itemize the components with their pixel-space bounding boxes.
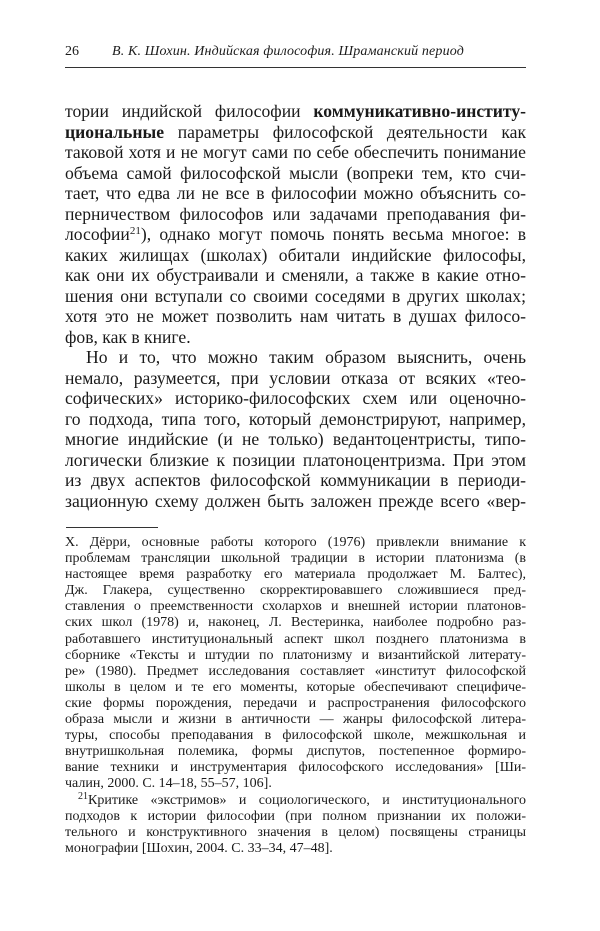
text-line: многие индийские (и не только) ведантоцентристы, типо- — [65, 429, 526, 449]
footnote-line: вание техники и инструментария философского исследования» [Ши- — [65, 760, 526, 776]
bold-term: коммуникативно-институ- — [313, 101, 526, 121]
footnote-marker: 21 — [78, 790, 88, 802]
footnote-line: работавшего институциональный аспект школ позднего платонизма в — [65, 631, 526, 647]
text-run: лософии — [65, 224, 130, 244]
text-line: перничеством философов или задачами преподавания фи- — [65, 203, 526, 224]
footnote-line: Дж. Глакера, существенно скорректировавшего сложившиеся пред- — [65, 583, 526, 599]
footnote-continued — [65, 535, 526, 793]
text-line — [65, 101, 526, 122]
footnote-line: ских школ (1978) и, наконец, Л. Вестеринка, наиболее подробно раз- — [65, 615, 526, 631]
footnotes — [65, 535, 526, 857]
footnote-line: внутришкольная полемика, формы диспутов, постепенное формиро- — [65, 744, 526, 760]
text-line: го подхода, типа того, который демонстрируют, например, — [65, 408, 526, 429]
text-line: немало, разумеется, при условии отказа от всяких «тео- — [65, 367, 526, 388]
text-line: тает, что едва ли не все в философии можно объяснить со- — [65, 183, 526, 203]
text-run: параметры философской деятельности как — [164, 121, 526, 142]
text-line: как они их обустраивали и сменяли, а также в какие отно- — [65, 265, 526, 285]
text-run: Критике «экстримов» и социологического, и институционального — [88, 792, 526, 808]
footnote-line: настоящее время разработку его материала продолжает М. Балтес), — [65, 567, 526, 583]
book-page — [65, 0, 526, 931]
running-head — [65, 42, 526, 62]
footnote-21 — [65, 790, 526, 857]
paragraph — [65, 347, 526, 511]
footnote-line: тельного и конструктивного значения в целом) посвящены страницы — [65, 824, 526, 840]
footnote-line: ставления о преемственности схолархов и внешней истории платонов- — [65, 599, 526, 615]
text-line: фов, как в книге. — [65, 326, 191, 347]
text-line — [65, 122, 526, 143]
footnote-line: образа мысли и жизни в античности — жанры философской литера- — [65, 712, 526, 728]
bold-term: циональные — [65, 121, 165, 142]
footnote-separator — [66, 527, 158, 528]
text-line: из двух аспектов философской коммуникации в периоди- — [65, 470, 526, 490]
footnote-line: школы в целом и те его моменты, которые обеспечивают специфиче- — [65, 679, 526, 695]
paragraph — [65, 101, 526, 347]
main-text — [65, 101, 526, 511]
footnote-line — [65, 790, 526, 809]
text-line: софических» историко-философских схем или оценочно- — [65, 388, 526, 408]
page-number: 26 — [65, 44, 79, 59]
text-line: каких жилищах (школах) обитали индийские философы, — [65, 244, 526, 265]
footnote-reference[interactable]: 21 — [129, 225, 141, 237]
text-run: тории индийской философии — [65, 101, 314, 121]
text-line: Но и то, что можно таким образом выяснить, очень — [86, 347, 526, 367]
footnote-line: монографии [Шохин, 2004. С. 33–34, 47–48]. — [65, 840, 333, 856]
text-line: таковой хотя и не могут сами по себе обеспечить понимание — [65, 142, 526, 162]
footnote-line: проблемам трансляции школьной традиции в истории платонизма (в — [65, 551, 526, 567]
text-line: объема самой философской мысли (вопреки тем, кто счи- — [65, 162, 526, 183]
text-line — [65, 224, 526, 245]
text-line: хотя это не может позволить нам читать в душах филосо- — [65, 306, 526, 326]
text-line: зационную схему должен быть заложен прежде всего «вер- — [65, 490, 526, 511]
footnote-line: ские формы порождения, передачи и распространения философского — [65, 695, 526, 711]
footnote-line: Х. Дёрри, основные работы которого (1976) привлекли внимание к — [65, 535, 526, 550]
header-rule — [65, 67, 526, 68]
footnote-line: ре» (1980). Предмет исследования составляет «институт философской — [65, 663, 526, 679]
text-line: логически близкие к позиции платоноцентризма. При этом — [65, 449, 526, 470]
running-title: В. К. Шохин. Индийская философия. Шраманский период — [112, 44, 464, 59]
footnote-line: чалин, 2000. С. 14–18, 55–57, 106]. — [65, 776, 272, 792]
text-line: шения они вступали со своими соседями в других школах; — [65, 285, 526, 306]
footnote-line: подходов к истории философии (при полном признании их положи- — [65, 808, 526, 824]
text-run: ), однако могут помочь понять весьма многое: в — [140, 224, 526, 244]
footnote-line: туры, способы преподавания в философской школе, межшкольная и — [65, 728, 526, 744]
footnote-line: сборнике «Тексты и штудии по платонизму и византийской литерату- — [65, 647, 526, 663]
